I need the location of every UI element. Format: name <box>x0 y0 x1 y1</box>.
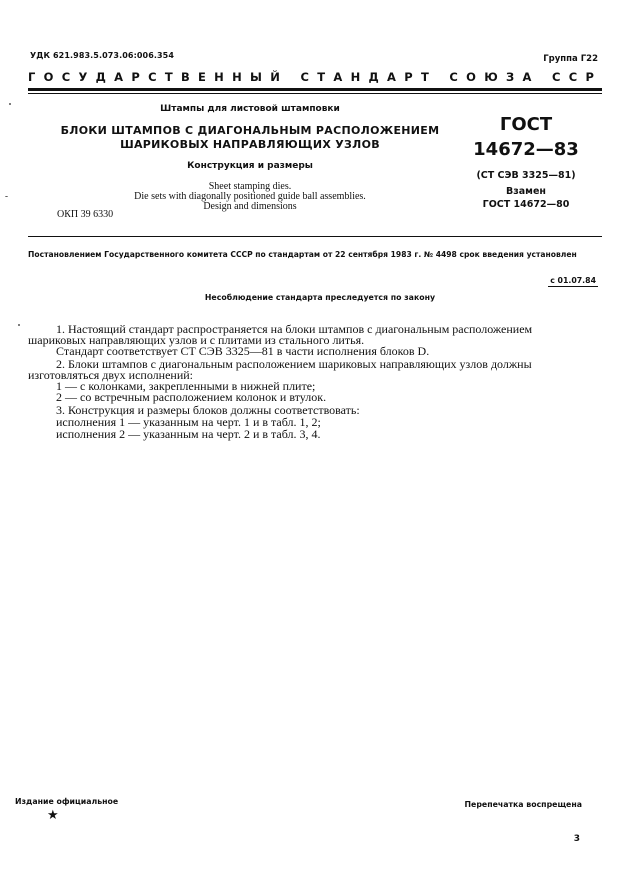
section-rule <box>28 236 602 237</box>
paragraph-3-line2: исполнения 1 — указанным на черт. 1 и в табл. 1, 2; <box>56 415 321 429</box>
effective-date-rule <box>548 286 598 287</box>
group-code: Группа Г22 <box>543 54 598 64</box>
english-title-line3: Design and dimensions <box>203 201 297 212</box>
scan-speck <box>9 103 11 105</box>
paragraph-3-line3: исполнения 2 — указанным на черт. 2 и в табл. 3, 4. <box>56 427 321 441</box>
replaces-gost: ГОСТ 14672—80 <box>482 199 570 210</box>
header-rule-thick <box>28 88 602 91</box>
official-edition-label: Издание официальное <box>15 797 119 806</box>
gost-number: 14672—83 <box>473 139 579 160</box>
scan-speck <box>18 324 20 326</box>
gost-label: ГОСТ <box>499 114 553 135</box>
document-title-line2: ШАРИКОВЫХ НАПРАВЛЯЮЩИХ УЗЛОВ <box>120 138 380 151</box>
paragraph-1-line2: шариковых направляющих узлов и с плитами из стального литья. <box>28 333 365 347</box>
udk-code: УДК 621.983.5.073.06:006.354 <box>30 51 175 60</box>
paragraph-2-line3: 1 — с колонками, закрепленными в нижней плите; <box>56 379 316 393</box>
page-number: 3 <box>573 834 580 844</box>
document-title-line1: БЛОКИ ШТАМПОВ С ДИАГОНАЛЬНЫМ РАСПОЛОЖЕНИЕМ <box>60 124 440 137</box>
st-sev-reference: (СТ СЭВ 3325—81) <box>476 170 576 181</box>
series-title: Штампы для листовой штамповки <box>160 104 340 114</box>
legal-notice: Несоблюдение стандарта преследуется по закону <box>204 293 436 302</box>
english-title-line2: Die sets with diagonally positioned guide ball assemblies. <box>134 191 366 202</box>
paragraph-2-line2: изготовляться двух исполнений: <box>28 368 193 382</box>
state-standard-header: ГОСУДАРСТВЕННЫЙ СТАНДАРТ СОЮЗА ССР <box>28 70 603 84</box>
paragraph-1-line3: Стандарт соответствует СТ СЭВ 3325—81 в части исполнения блоков D. <box>56 344 430 358</box>
okp-code: ОКП 39 6330 <box>57 209 114 220</box>
star-icon: ★ <box>47 807 59 822</box>
replaces-label: Взамен <box>506 186 546 197</box>
reprint-prohibited-label: Перепечатка воспрещена <box>464 800 582 809</box>
paragraph-3-line1: 3. Конструкция и размеры блоков должны соответствовать: <box>56 403 360 417</box>
paragraph-2-line4: 2 — со встречным расположением колонок и втулок. <box>56 390 327 404</box>
effective-date: с 01.07.84 <box>550 276 596 285</box>
paragraph-2-line1: 2. Блоки штампов с диагональным расположением шариковых направляющих узлов должны <box>56 357 532 371</box>
paragraph-1-line1: 1. Настоящий стандарт распространяется на блоки штампов с диагональным расположением <box>56 322 533 336</box>
english-title-line1: Sheet stamping dies. <box>208 181 292 192</box>
header-rule-thin <box>28 93 602 94</box>
resolution-text: Постановлением Государственного комитета СССР по стандартам от 22 сентября 1983 г. № 4498 срок введения установлен <box>28 250 577 259</box>
scan-speck <box>5 196 8 197</box>
document-subtitle: Конструкция и размеры <box>187 161 313 171</box>
